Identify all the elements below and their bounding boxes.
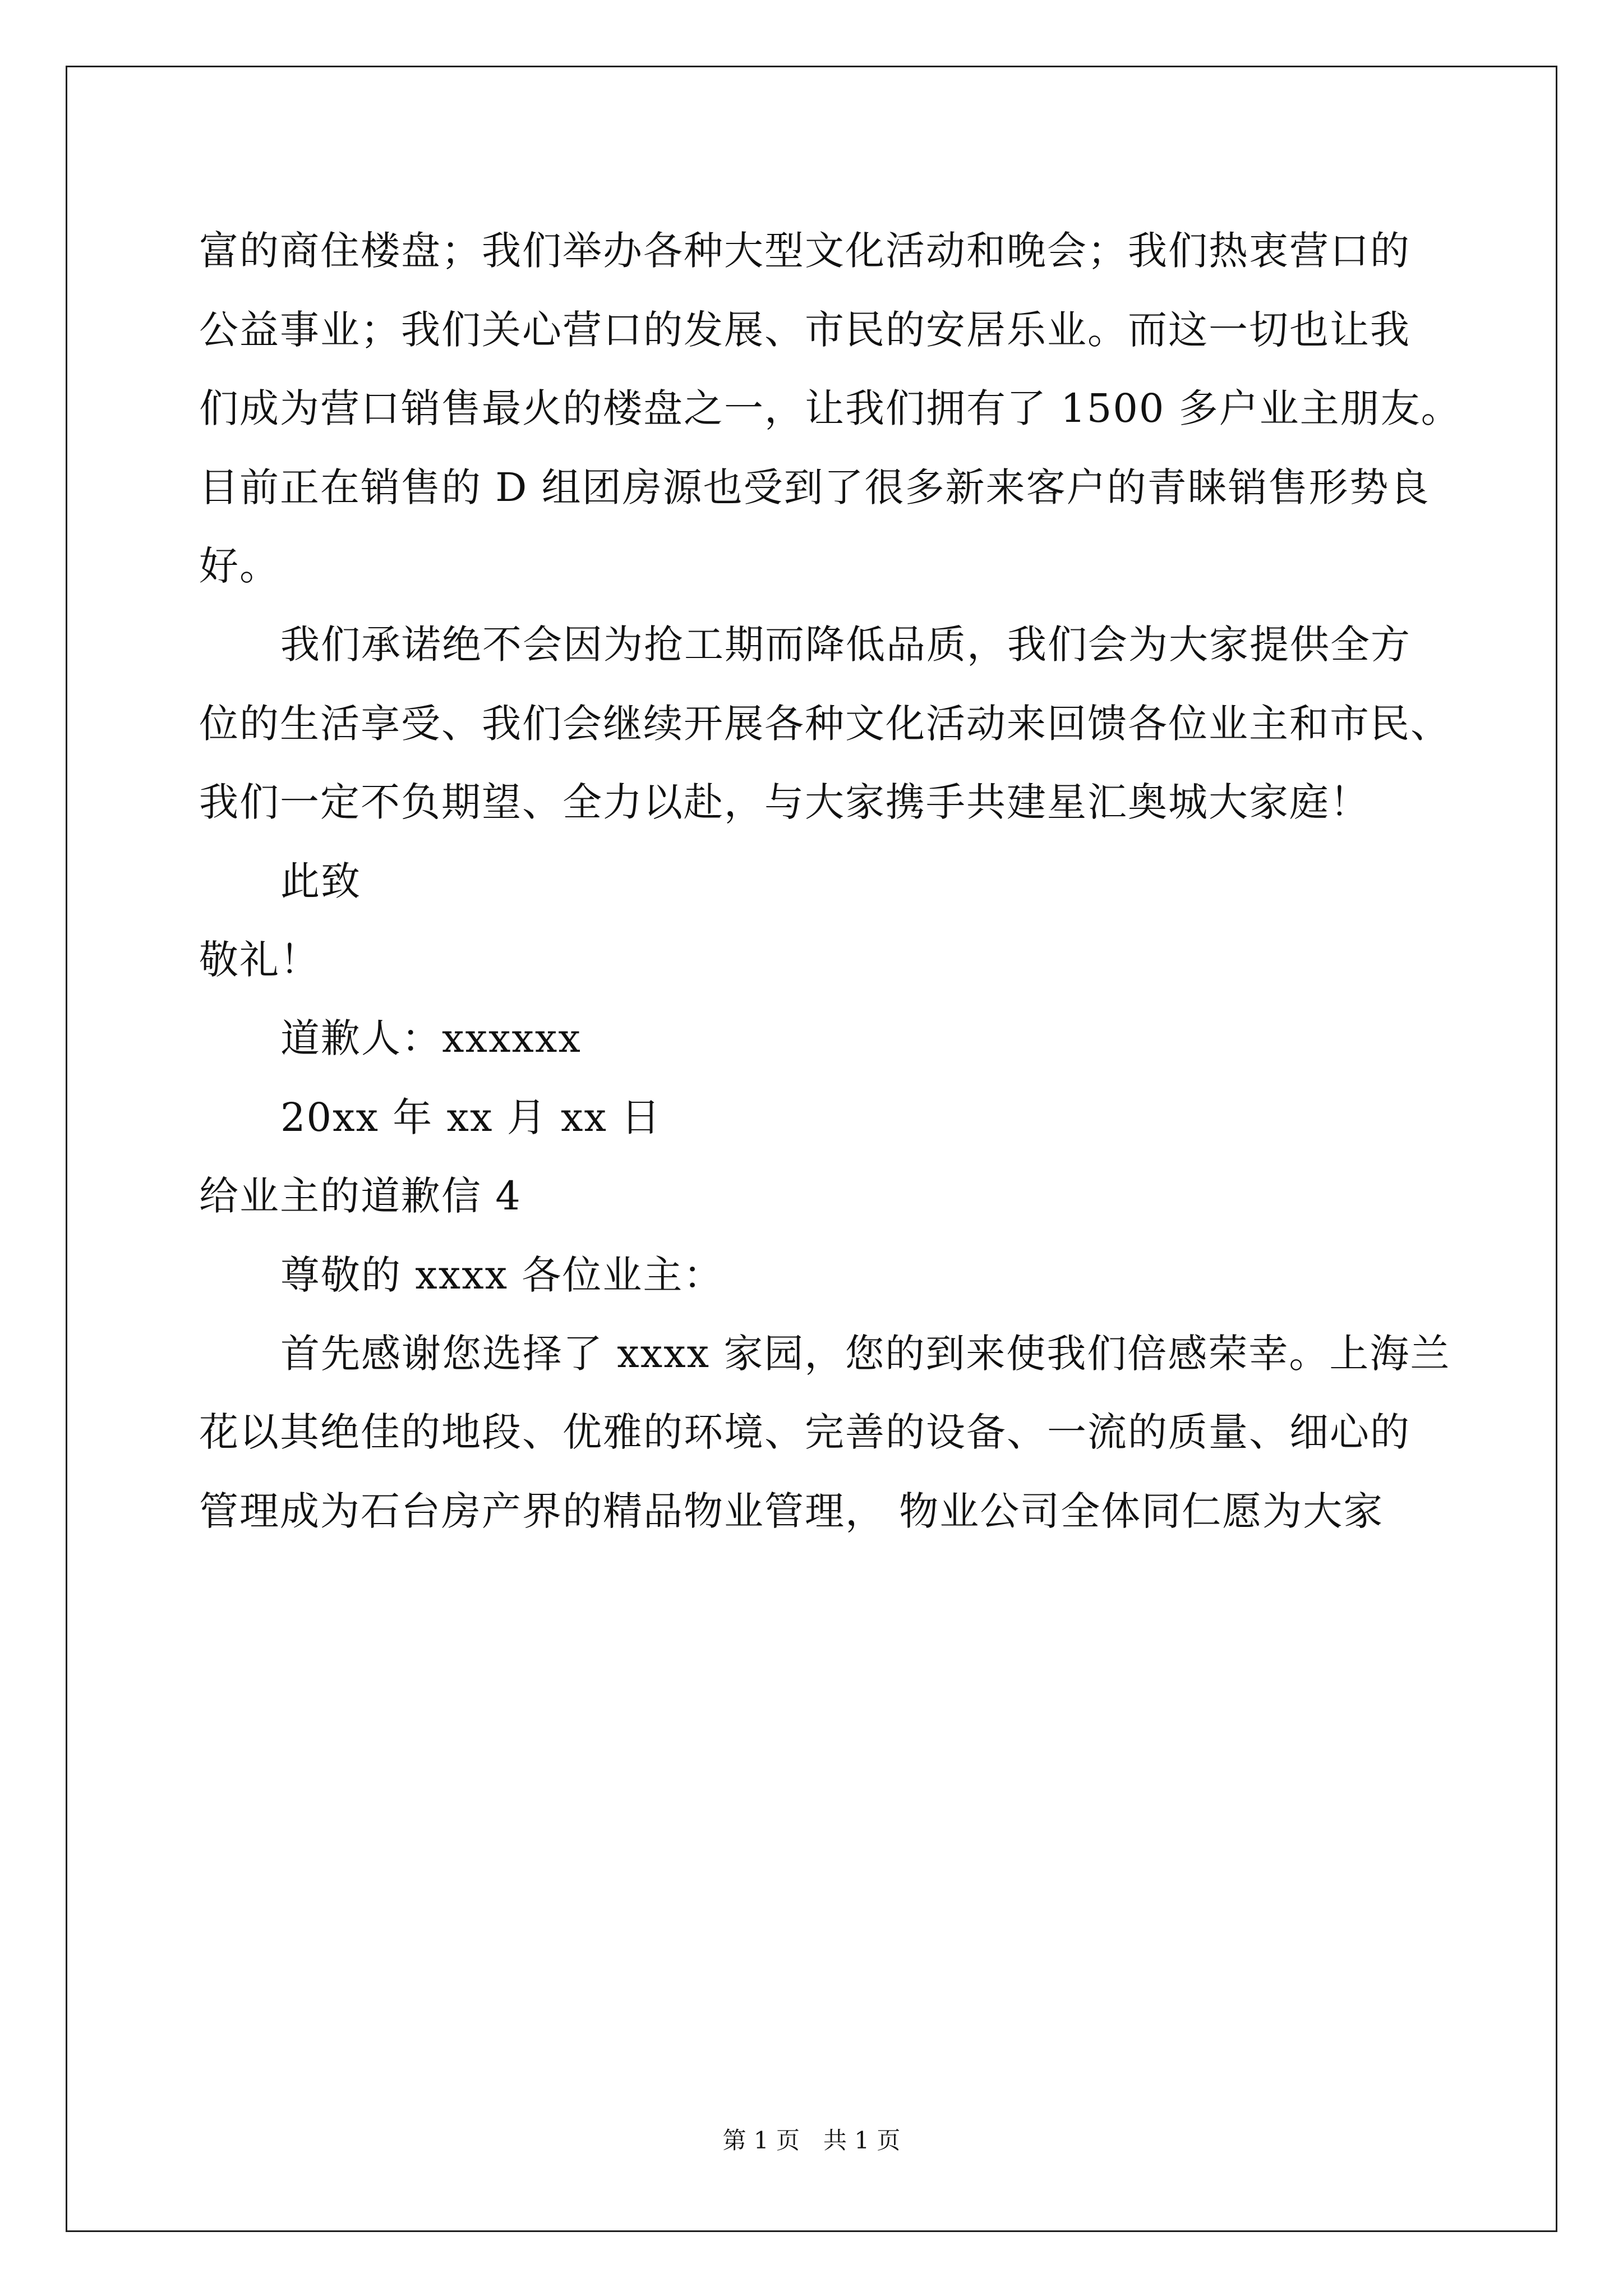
- text-line-3: 们成为营口销售最火的楼盘之一，让我们拥有了 1500 多户业主朋友。: [199, 385, 1461, 431]
- text-line-15: 首先感谢您选择了 xxxx 家园，您的到来使我们倍感荣幸。上海兰: [280, 1331, 1451, 1377]
- section-title: 给业主的道歉信 4: [199, 1173, 522, 1219]
- text-line-16: 花以其绝佳的地段、优雅的环境、完善的设备、一流的质量、细心的: [199, 1409, 1410, 1455]
- text-line-2: 公益事业；我们关心营口的发展、市民的安居乐业。而这一切也让我: [199, 307, 1410, 353]
- text-line-7: 位的生活享受、我们会继续开展各种文化活动来回馈各位业主和市民、: [199, 701, 1451, 747]
- closing-phrase: 此致: [280, 858, 361, 904]
- text-line-4: 目前正在销售的 D 组团房源也受到了很多新来客户的青睐销售形势良: [199, 464, 1430, 510]
- text-line-6: 我们承诺绝不会因为抢工期而降低品质，我们会为大家提供全方: [280, 622, 1411, 668]
- signer-line: 道歉人：xxxxxx: [280, 1015, 582, 1061]
- text-line-5: 好。: [199, 543, 280, 589]
- text-line-17: 管理成为石台房产界的精品物业管理， 物业公司全体同仁愿为大家: [199, 1488, 1384, 1534]
- greeting-line: 尊敬的 xxxx 各位业主：: [280, 1252, 724, 1298]
- salutation: 敬礼！: [199, 937, 320, 983]
- text-line-1: 富的商住楼盘；我们举办各种大型文化活动和晚会；我们热衷营口的: [199, 228, 1410, 274]
- date-line: 20xx 年 xx 月 xx 日: [280, 1094, 662, 1140]
- page-footer: 第 1 页 共 1 页: [722, 2127, 901, 2154]
- text-line-8: 我们一定不负期望、全力以赴，与大家携手共建星汇奥城大家庭！: [199, 779, 1370, 825]
